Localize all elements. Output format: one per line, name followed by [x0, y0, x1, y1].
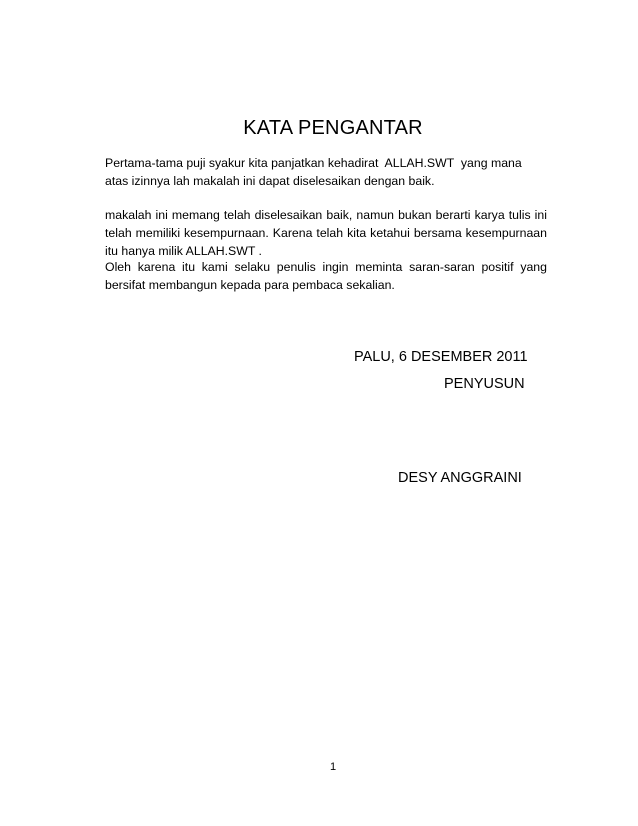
signature-place-date: PALU, 6 DESEMBER 2011 [354, 349, 528, 365]
paragraph-closing: Oleh karena itu kami selaku penulis ingin meminta saran-saran positif yang bersifat membangun kepada para pembaca sekalian. [105, 260, 547, 292]
paragraph-body: makalah ini memang telah diselesaikan baik, namun bukan berarti karya tulis ini telah memiliki kesempurnaan. Karena telah kita ketahui bersama kesempurnaan itu hanya milik ALLAH.SWT . [105, 208, 547, 258]
paragraph-intro [105, 154, 547, 190]
paragraph-intro-line-1: Pertama-tama puji syakur kita panjatkan kehadirat ALLAH.SWT yang mana [105, 156, 522, 170]
page-title: KATA PENGANTAR [243, 117, 423, 139]
signature-role: PENYUSUN [444, 376, 525, 392]
paragraph-intro-line-2: atas izinnya lah makalah ini dapat diselesaikan dengan baik. [105, 174, 435, 188]
page-number: 1 [329, 761, 337, 773]
signature-name: DESY ANGGRAINI [398, 470, 522, 486]
